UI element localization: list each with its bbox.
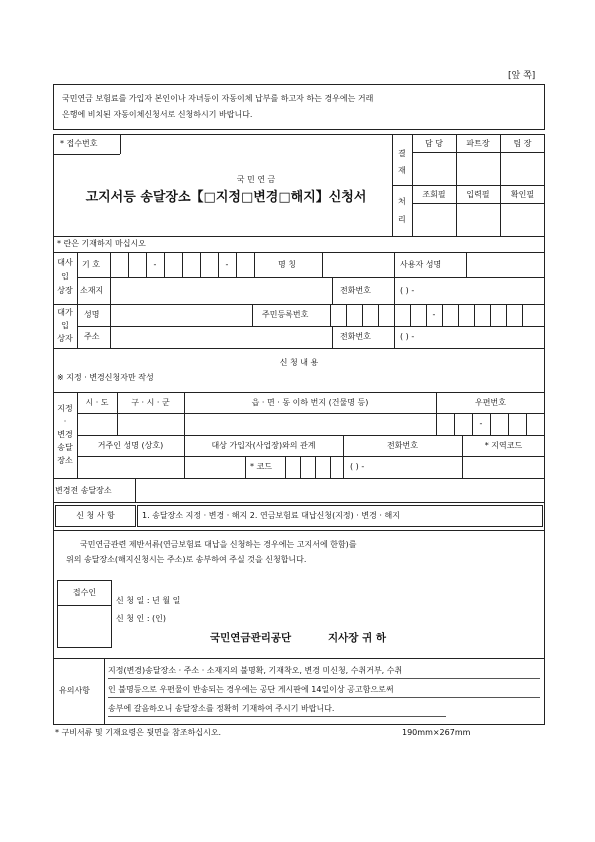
caution-line-1: 지정(변경)송달장소 · 주소 · 소재지의 불명확, 기재착오, 변경 미신청, 수취거부, 수취 [108, 666, 403, 675]
designate-side-4: 송달 [57, 443, 73, 452]
process-label-1: 처 [398, 197, 406, 206]
prev-place-field[interactable] [136, 479, 543, 501]
insured-name-label: 성명 [84, 310, 100, 319]
insured-side-3: 상자 [57, 334, 73, 343]
application-date[interactable]: 신 청 일 : 년 월 일 [116, 596, 181, 605]
workplace-phone-field[interactable]: ( ) - [400, 286, 415, 295]
insured-address-field[interactable] [111, 327, 331, 347]
workplace-code-field[interactable] [111, 253, 253, 276]
designate-side-5: 장소 [57, 456, 73, 465]
gu-field[interactable] [118, 414, 183, 434]
request-label: 신 청 사 항 [76, 511, 115, 520]
statement-line-1: 국민연금관련 제반서류(연금보험료 대납을 신청하는 경우에는 고지서에 한함)를 [80, 540, 357, 549]
insured-phone-label: 전화번호 [340, 332, 371, 341]
caution-line-2: 인 불명등으로 우편물이 반송되는 경우에는 공단 게시판에 14일이상 공고함으로써 [108, 685, 394, 694]
approval-label-2: 재 [398, 166, 406, 175]
col-resident: 거주인 성명 (상호) [97, 441, 164, 450]
application-heading: 신 청 내 용 [279, 358, 319, 367]
paper-size: 190mm×267mm [402, 728, 471, 737]
workplace-name-label: 명 칭 [278, 260, 296, 269]
col-dong: 읍 · 면 · 동 이하 번지 (건물명 등) [251, 398, 369, 407]
dong-field[interactable] [185, 414, 435, 434]
process-col-entered: 입력필 [466, 190, 490, 199]
form-title: 고지서등 송달장소【□지정□변경□해지】신청서 [85, 190, 367, 205]
workplace-address-field[interactable] [111, 278, 331, 303]
code-field[interactable] [286, 457, 342, 477]
relation-field[interactable] [185, 457, 244, 477]
employer-name-field[interactable] [467, 253, 543, 276]
notice-line-1: 국민연금 보험료를 가입자 본인이나 자녀등이 자동이체 납부를 하고자 하는 경우에는 거래 [62, 94, 374, 103]
workplace-side-3: 상장 [57, 286, 73, 295]
footer-note: * 구비서류 및 기재요령은 뒷면을 참조하십시오. [55, 728, 222, 737]
col-gu: 구 · 시 · 군 [131, 398, 170, 407]
zip-field[interactable] [437, 414, 543, 434]
designate-side-2: · [63, 417, 67, 426]
approval-label-1: 결 [398, 149, 406, 158]
applicant-name[interactable]: 신 청 인 : (인) [116, 614, 167, 623]
approval-col-partlead: 파트장 [466, 139, 490, 148]
zip-dash: - [479, 419, 483, 428]
receipt-number-label: * 접수번호 [60, 139, 98, 148]
fill-note: * 란은 기재하지 마십시오 [57, 239, 146, 248]
receiver-label: 접수인 [72, 588, 97, 597]
workplace-name-field[interactable] [323, 253, 393, 276]
insured-rrn-label: 주민등록번호 [262, 310, 309, 319]
col-relation: 대상 가입자(사업장)와의 관계 [211, 441, 316, 450]
request-options[interactable]: 1. 송달장소 지정 · 변경 · 해지 2. 연금보험료 대납신청(지정) · 변경 · 해지 [142, 511, 400, 520]
recipient-title: 지사장 귀 하 [328, 632, 387, 644]
resident-name-field[interactable] [78, 457, 183, 477]
notice-box [53, 84, 545, 130]
workplace-code-dash-2: - [225, 260, 229, 269]
region-code-field[interactable] [463, 457, 543, 477]
workplace-address-label: 소재지 [80, 286, 104, 295]
workplace-side-1: 대사 [57, 258, 73, 267]
notice-line-2: 은행에 비치된 자동이체신청서로 신청하시기 바랍니다. [62, 110, 253, 119]
application-note: ※ 지정 · 변경신청자만 작성 [57, 373, 154, 382]
col-phone: 전화번호 [387, 441, 418, 450]
col-region-code: * 지역코드 [484, 441, 523, 450]
workplace-phone-label: 전화번호 [340, 286, 371, 295]
receipt-number-field[interactable] [122, 136, 392, 152]
process-label-2: 리 [398, 215, 406, 224]
insured-phone-field[interactable]: ( ) - [400, 332, 415, 341]
recipient-org: 국민연금관리공단 [210, 632, 292, 644]
insured-name-field[interactable] [111, 305, 251, 325]
form-subtitle: 국 민 연 금 [236, 175, 276, 184]
approval-col-staff: 담 당 [425, 139, 443, 148]
insured-rrn-field[interactable] [331, 305, 543, 325]
designate-phone-field[interactable]: ( ) - [350, 462, 365, 471]
insured-rrn-dash: - [432, 310, 436, 319]
sido-field[interactable] [78, 414, 116, 434]
workplace-code-label: 기 호 [82, 260, 100, 269]
prev-place-label: 변경전 송달장소 [55, 486, 112, 495]
statement-line-2: 위의 송달장소(해지신청시는 주소)로 송부하여 주실 것을 신청합니다. [66, 555, 307, 564]
caution-label: 유의사항 [59, 686, 90, 695]
designate-side-3: 변경 [57, 430, 73, 439]
page-side-label: [앞 쪽] [508, 71, 536, 81]
process-col-inquired: 조회필 [422, 190, 446, 199]
workplace-side-2: 입 [61, 272, 69, 281]
workplace-code-dash-1: - [153, 260, 157, 269]
designate-side-1: 지정 [57, 404, 73, 413]
col-sido: 시 · 도 [85, 398, 109, 407]
approval-col-teamlead: 팀 장 [513, 139, 532, 148]
insured-side-1: 대가 [57, 308, 73, 317]
code-label: * 코드 [250, 462, 272, 471]
insured-address-label: 주소 [84, 332, 100, 341]
col-zip: 우편번호 [475, 398, 506, 407]
insured-side-2: 입 [61, 321, 69, 330]
process-col-confirmed: 확인필 [510, 190, 535, 199]
employer-name-label: 사용자 성명 [400, 260, 442, 269]
caution-line-3: 송부에 갈음하오니 송달장소를 정확히 기재하여 주시기 바랍니다. [108, 704, 335, 713]
